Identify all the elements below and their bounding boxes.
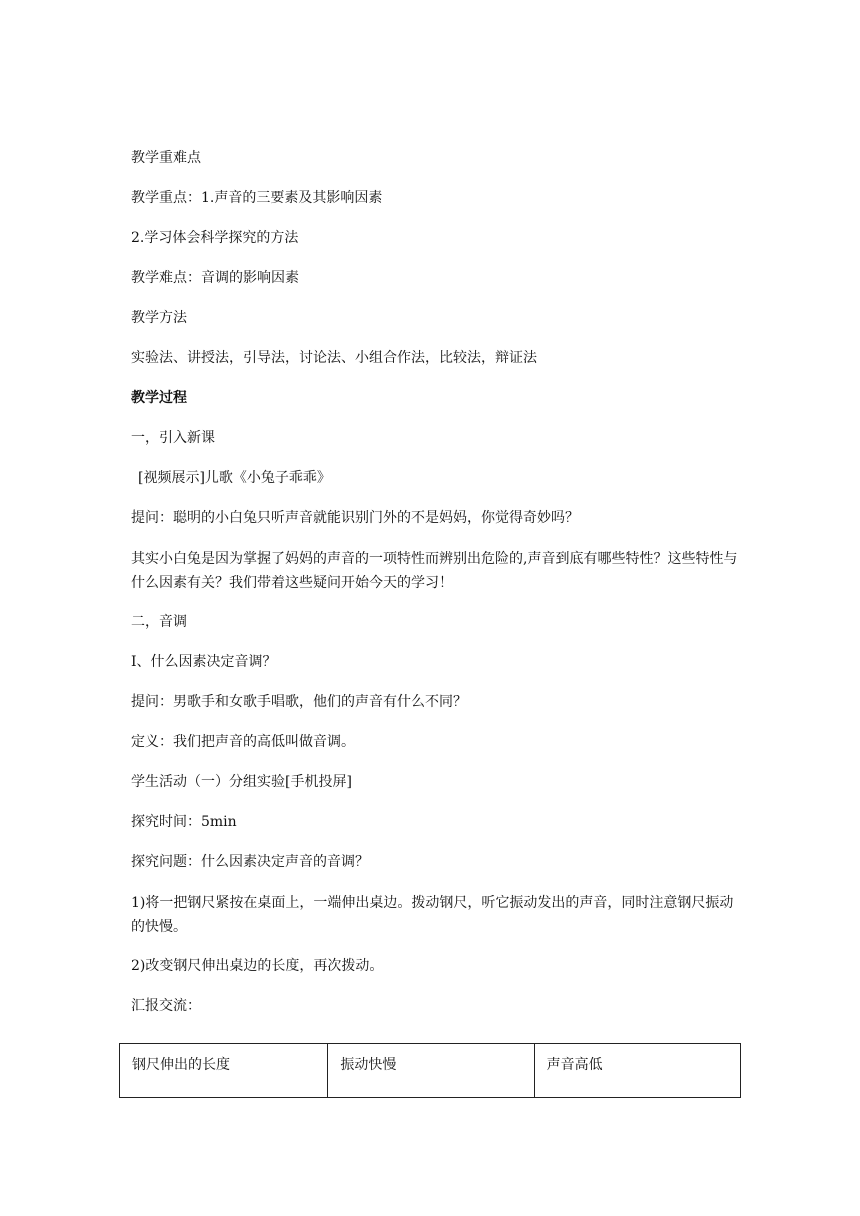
section-introduction: 一，引入新课 bbox=[131, 430, 215, 446]
question-rabbit: 提问：聪明的小白兔只听声音就能识别门外的不是妈妈，你觉得奇妙吗？ bbox=[131, 510, 579, 526]
table-header-pitch: 声音高低 bbox=[534, 1044, 740, 1098]
section-heading-process: 教学过程 bbox=[131, 390, 187, 406]
report-exchange: 汇报交流： bbox=[131, 998, 201, 1014]
subsection-pitch-factors: Ⅰ、什么因素决定音调？ bbox=[131, 654, 277, 670]
document-body bbox=[131, 147, 743, 1035]
table-row bbox=[120, 1044, 741, 1098]
difficult-point: 教学难点：音调的影响因素 bbox=[131, 270, 299, 286]
inquiry-question: 探究问题：什么因素决定声音的音调？ bbox=[131, 854, 369, 870]
question-singers: 提问：男歌手和女歌手唱歌，他们的声音有什么不同？ bbox=[131, 694, 467, 710]
teaching-methods: 实验法、讲授法，引导法，讨论法、小组合作法，比较法，辩证法 bbox=[131, 350, 537, 366]
section-heading-methods: 教学方法 bbox=[131, 310, 187, 326]
section-heading-key-points: 教学重难点 bbox=[131, 150, 201, 166]
experiment-step-1: 1)将一把钢尺紧按在桌面上，一端伸出桌边。拨动钢尺，听它振动发出的声音，同时注意钢尺振动的快慢。 bbox=[131, 895, 734, 935]
experiment-step-2: 2)改变钢尺伸出桌边的长度，再次拨动。 bbox=[131, 958, 384, 974]
results-table bbox=[119, 1043, 741, 1098]
key-point-2: 2.学习体会科学探究的方法 bbox=[131, 230, 299, 246]
video-display: [视频展示]儿歌《小兔子乖乖》 bbox=[138, 470, 331, 486]
key-point-1: 教学重点：1.声音的三要素及其影响因素 bbox=[131, 190, 383, 206]
introduction-explanation: 其实小白兔是因为掌握了妈妈的声音的一项特性而辨别出危险的,声音到底有哪些特性？这些特性与什么因素有关？我们带着这些疑问开始今天的学习！ bbox=[131, 551, 738, 591]
section-pitch: 二，音调 bbox=[131, 614, 187, 630]
definition-pitch: 定义：我们把声音的高低叫做音调。 bbox=[131, 734, 355, 750]
inquiry-time: 探究时间：5min bbox=[131, 814, 237, 830]
table-header-vibration-speed: 振动快慢 bbox=[328, 1044, 534, 1098]
student-activity: 学生活动（一）分组实验[手机投屏] bbox=[131, 774, 352, 790]
table-header-length: 钢尺伸出的长度 bbox=[120, 1044, 328, 1098]
